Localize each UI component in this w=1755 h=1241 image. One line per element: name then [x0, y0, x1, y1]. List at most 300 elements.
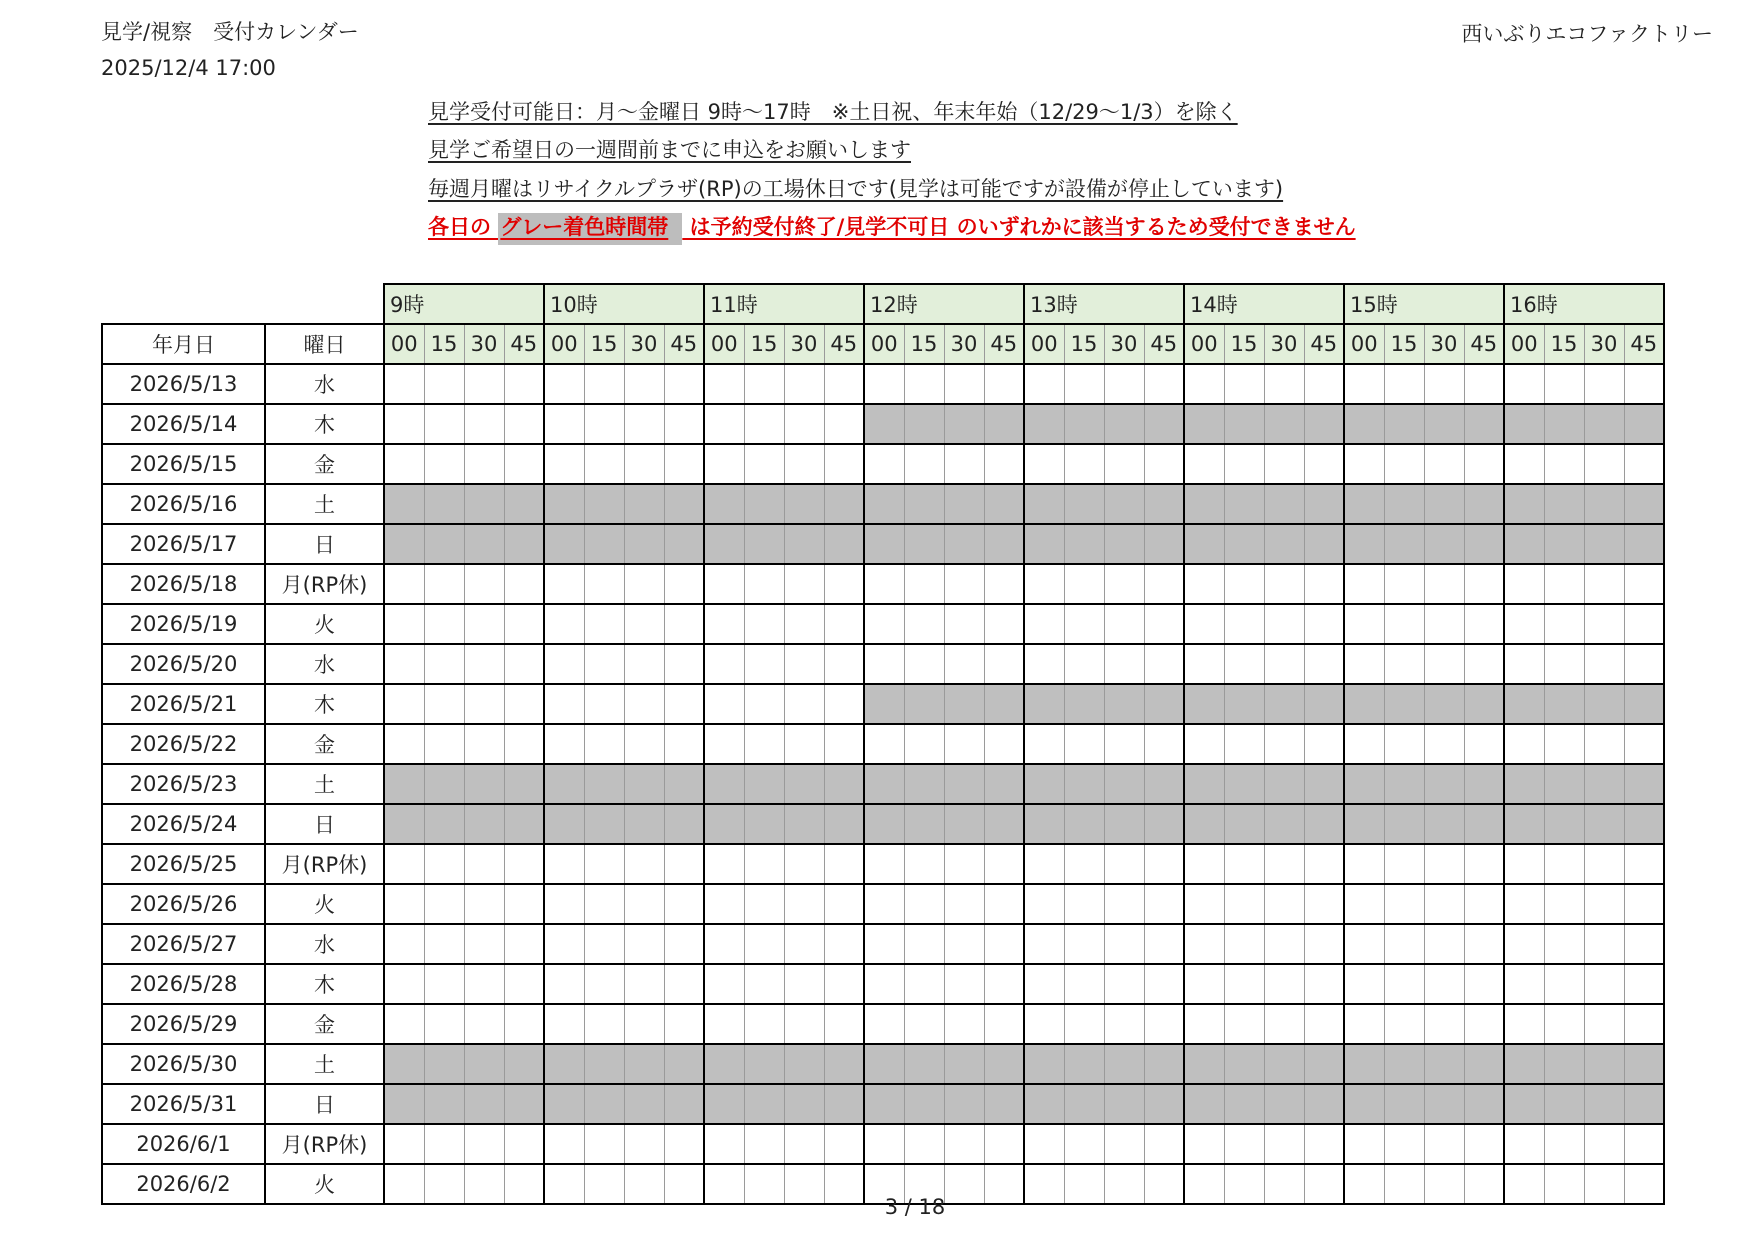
- time-slot-open[interactable]: [744, 444, 784, 484]
- time-slot-open[interactable]: [904, 724, 944, 764]
- time-slot-open[interactable]: [1624, 924, 1664, 964]
- time-slot-open[interactable]: [1224, 444, 1264, 484]
- time-slot-open[interactable]: [904, 444, 944, 484]
- time-slot-open[interactable]: [1144, 844, 1184, 884]
- time-slot-open[interactable]: [1104, 884, 1144, 924]
- time-slot-open[interactable]: [864, 1124, 904, 1164]
- time-slot-open[interactable]: [1504, 1004, 1544, 1044]
- time-slot-open[interactable]: [384, 444, 424, 484]
- time-slot-open[interactable]: [544, 444, 584, 484]
- time-slot-open[interactable]: [944, 884, 984, 924]
- time-slot-open[interactable]: [1624, 884, 1664, 924]
- time-slot-open[interactable]: [1144, 1124, 1184, 1164]
- time-slot-open[interactable]: [1264, 1124, 1304, 1164]
- time-slot-open[interactable]: [584, 564, 624, 604]
- time-slot-open[interactable]: [624, 884, 664, 924]
- time-slot-open[interactable]: [784, 444, 824, 484]
- time-slot-open[interactable]: [1144, 924, 1184, 964]
- time-slot-open[interactable]: [1464, 724, 1504, 764]
- time-slot-open[interactable]: [1544, 924, 1584, 964]
- time-slot-open[interactable]: [1584, 924, 1624, 964]
- time-slot-open[interactable]: [1424, 724, 1464, 764]
- time-slot-open[interactable]: [904, 964, 944, 1004]
- time-slot-open[interactable]: [1024, 724, 1064, 764]
- time-slot-open[interactable]: [664, 884, 704, 924]
- time-slot-open[interactable]: [784, 924, 824, 964]
- time-slot-open[interactable]: [1584, 604, 1624, 644]
- time-slot-open[interactable]: [904, 364, 944, 404]
- time-slot-open[interactable]: [1544, 564, 1584, 604]
- time-slot-open[interactable]: [784, 684, 824, 724]
- time-slot-open[interactable]: [1584, 844, 1624, 884]
- time-slot-open[interactable]: [1504, 364, 1544, 404]
- time-slot-open[interactable]: [504, 404, 544, 444]
- time-slot-open[interactable]: [1264, 844, 1304, 884]
- time-slot-open[interactable]: [664, 724, 704, 764]
- time-slot-open[interactable]: [1104, 724, 1144, 764]
- time-slot-open[interactable]: [624, 644, 664, 684]
- time-slot-open[interactable]: [944, 644, 984, 684]
- time-slot-open[interactable]: [624, 924, 664, 964]
- time-slot-open[interactable]: [1584, 1004, 1624, 1044]
- time-slot-open[interactable]: [464, 564, 504, 604]
- time-slot-open[interactable]: [504, 604, 544, 644]
- time-slot-open[interactable]: [464, 604, 504, 644]
- time-slot-open[interactable]: [984, 604, 1024, 644]
- time-slot-open[interactable]: [504, 364, 544, 404]
- time-slot-open[interactable]: [504, 1124, 544, 1164]
- time-slot-open[interactable]: [984, 964, 1024, 1004]
- time-slot-open[interactable]: [1504, 924, 1544, 964]
- time-slot-open[interactable]: [1624, 724, 1664, 764]
- time-slot-open[interactable]: [424, 444, 464, 484]
- time-slot-open[interactable]: [544, 684, 584, 724]
- time-slot-open[interactable]: [464, 404, 504, 444]
- time-slot-open[interactable]: [384, 924, 424, 964]
- time-slot-open[interactable]: [1024, 1124, 1064, 1164]
- time-slot-open[interactable]: [1104, 964, 1144, 1004]
- time-slot-open[interactable]: [544, 364, 584, 404]
- time-slot-open[interactable]: [984, 364, 1024, 404]
- time-slot-open[interactable]: [984, 844, 1024, 884]
- time-slot-open[interactable]: [1184, 604, 1224, 644]
- time-slot-open[interactable]: [1624, 1004, 1664, 1044]
- time-slot-open[interactable]: [504, 644, 544, 684]
- time-slot-open[interactable]: [1464, 924, 1504, 964]
- time-slot-open[interactable]: [984, 924, 1024, 964]
- time-slot-open[interactable]: [784, 1004, 824, 1044]
- time-slot-open[interactable]: [424, 364, 464, 404]
- time-slot-open[interactable]: [1304, 844, 1344, 884]
- time-slot-open[interactable]: [704, 604, 744, 644]
- time-slot-open[interactable]: [584, 724, 624, 764]
- time-slot-open[interactable]: [464, 444, 504, 484]
- time-slot-open[interactable]: [424, 564, 464, 604]
- time-slot-open[interactable]: [1064, 924, 1104, 964]
- time-slot-open[interactable]: [1584, 364, 1624, 404]
- time-slot-open[interactable]: [1264, 1004, 1304, 1044]
- time-slot-open[interactable]: [664, 924, 704, 964]
- time-slot-open[interactable]: [1624, 964, 1664, 1004]
- time-slot-open[interactable]: [1184, 884, 1224, 924]
- time-slot-open[interactable]: [864, 964, 904, 1004]
- time-slot-open[interactable]: [384, 844, 424, 884]
- time-slot-open[interactable]: [1504, 884, 1544, 924]
- time-slot-open[interactable]: [1504, 724, 1544, 764]
- time-slot-open[interactable]: [1464, 844, 1504, 884]
- time-slot-open[interactable]: [624, 1124, 664, 1164]
- time-slot-open[interactable]: [1384, 604, 1424, 644]
- time-slot-open[interactable]: [864, 644, 904, 684]
- time-slot-open[interactable]: [1424, 564, 1464, 604]
- time-slot-open[interactable]: [1464, 964, 1504, 1004]
- time-slot-open[interactable]: [1064, 964, 1104, 1004]
- time-slot-open[interactable]: [1224, 964, 1264, 1004]
- time-slot-open[interactable]: [624, 564, 664, 604]
- time-slot-open[interactable]: [1584, 724, 1624, 764]
- time-slot-open[interactable]: [1024, 884, 1064, 924]
- time-slot-open[interactable]: [1264, 884, 1304, 924]
- time-slot-open[interactable]: [1184, 924, 1224, 964]
- time-slot-open[interactable]: [664, 964, 704, 1004]
- time-slot-open[interactable]: [544, 404, 584, 444]
- time-slot-open[interactable]: [504, 884, 544, 924]
- time-slot-open[interactable]: [1384, 564, 1424, 604]
- time-slot-open[interactable]: [824, 564, 864, 604]
- time-slot-open[interactable]: [1384, 364, 1424, 404]
- time-slot-open[interactable]: [1144, 964, 1184, 1004]
- time-slot-open[interactable]: [904, 604, 944, 644]
- time-slot-open[interactable]: [1384, 964, 1424, 1004]
- time-slot-open[interactable]: [1464, 564, 1504, 604]
- time-slot-open[interactable]: [984, 1124, 1024, 1164]
- time-slot-open[interactable]: [1304, 1124, 1344, 1164]
- time-slot-open[interactable]: [664, 444, 704, 484]
- time-slot-open[interactable]: [864, 844, 904, 884]
- time-slot-open[interactable]: [1064, 1004, 1104, 1044]
- time-slot-open[interactable]: [904, 644, 944, 684]
- time-slot-open[interactable]: [1584, 884, 1624, 924]
- time-slot-open[interactable]: [1304, 724, 1344, 764]
- time-slot-open[interactable]: [1264, 564, 1304, 604]
- time-slot-open[interactable]: [1304, 924, 1344, 964]
- time-slot-open[interactable]: [384, 724, 424, 764]
- time-slot-open[interactable]: [1584, 564, 1624, 604]
- time-slot-open[interactable]: [544, 564, 584, 604]
- time-slot-open[interactable]: [1144, 444, 1184, 484]
- time-slot-open[interactable]: [1264, 964, 1304, 1004]
- time-slot-open[interactable]: [664, 404, 704, 444]
- time-slot-open[interactable]: [704, 1004, 744, 1044]
- time-slot-open[interactable]: [1344, 964, 1384, 1004]
- time-slot-open[interactable]: [504, 844, 544, 884]
- time-slot-open[interactable]: [904, 884, 944, 924]
- time-slot-open[interactable]: [464, 724, 504, 764]
- time-slot-open[interactable]: [824, 884, 864, 924]
- time-slot-open[interactable]: [1504, 964, 1544, 1004]
- time-slot-open[interactable]: [1264, 364, 1304, 404]
- time-slot-open[interactable]: [744, 844, 784, 884]
- time-slot-open[interactable]: [784, 364, 824, 404]
- time-slot-open[interactable]: [704, 444, 744, 484]
- time-slot-open[interactable]: [704, 1124, 744, 1164]
- time-slot-open[interactable]: [1064, 844, 1104, 884]
- time-slot-open[interactable]: [1104, 924, 1144, 964]
- time-slot-open[interactable]: [664, 564, 704, 604]
- time-slot-open[interactable]: [1384, 924, 1424, 964]
- time-slot-open[interactable]: [424, 1004, 464, 1044]
- time-slot-open[interactable]: [1224, 364, 1264, 404]
- time-slot-open[interactable]: [1464, 1004, 1504, 1044]
- time-slot-open[interactable]: [544, 724, 584, 764]
- time-slot-open[interactable]: [1384, 844, 1424, 884]
- time-slot-open[interactable]: [504, 924, 544, 964]
- time-slot-open[interactable]: [1024, 1004, 1064, 1044]
- time-slot-open[interactable]: [744, 724, 784, 764]
- time-slot-open[interactable]: [1224, 924, 1264, 964]
- time-slot-open[interactable]: [744, 564, 784, 604]
- time-slot-open[interactable]: [424, 604, 464, 644]
- time-slot-open[interactable]: [864, 444, 904, 484]
- time-slot-open[interactable]: [1104, 604, 1144, 644]
- time-slot-open[interactable]: [1544, 364, 1584, 404]
- time-slot-open[interactable]: [1104, 844, 1144, 884]
- time-slot-open[interactable]: [1624, 1124, 1664, 1164]
- time-slot-open[interactable]: [864, 924, 904, 964]
- time-slot-open[interactable]: [744, 1004, 784, 1044]
- time-slot-open[interactable]: [744, 1124, 784, 1164]
- time-slot-open[interactable]: [464, 924, 504, 964]
- time-slot-open[interactable]: [1184, 844, 1224, 884]
- time-slot-open[interactable]: [1224, 1004, 1264, 1044]
- time-slot-open[interactable]: [1224, 1124, 1264, 1164]
- time-slot-open[interactable]: [744, 684, 784, 724]
- time-slot-open[interactable]: [1064, 564, 1104, 604]
- time-slot-open[interactable]: [504, 964, 544, 1004]
- time-slot-open[interactable]: [944, 724, 984, 764]
- time-slot-open[interactable]: [1544, 884, 1584, 924]
- time-slot-open[interactable]: [664, 1124, 704, 1164]
- time-slot-open[interactable]: [584, 964, 624, 1004]
- time-slot-open[interactable]: [544, 604, 584, 644]
- time-slot-open[interactable]: [1424, 1004, 1464, 1044]
- time-slot-open[interactable]: [1264, 724, 1304, 764]
- time-slot-open[interactable]: [1064, 644, 1104, 684]
- time-slot-open[interactable]: [1104, 564, 1144, 604]
- time-slot-open[interactable]: [1424, 444, 1464, 484]
- time-slot-open[interactable]: [1344, 364, 1384, 404]
- time-slot-open[interactable]: [624, 404, 664, 444]
- time-slot-open[interactable]: [744, 964, 784, 1004]
- time-slot-open[interactable]: [1064, 364, 1104, 404]
- time-slot-open[interactable]: [584, 684, 624, 724]
- time-slot-open[interactable]: [464, 884, 504, 924]
- time-slot-open[interactable]: [704, 564, 744, 604]
- time-slot-open[interactable]: [944, 444, 984, 484]
- time-slot-open[interactable]: [464, 1124, 504, 1164]
- time-slot-open[interactable]: [944, 1004, 984, 1044]
- time-slot-open[interactable]: [824, 844, 864, 884]
- time-slot-open[interactable]: [1344, 644, 1384, 684]
- time-slot-open[interactable]: [864, 724, 904, 764]
- time-slot-open[interactable]: [664, 844, 704, 884]
- time-slot-open[interactable]: [1584, 1124, 1624, 1164]
- time-slot-open[interactable]: [1264, 604, 1304, 644]
- time-slot-open[interactable]: [744, 884, 784, 924]
- time-slot-open[interactable]: [784, 644, 824, 684]
- time-slot-open[interactable]: [424, 884, 464, 924]
- time-slot-open[interactable]: [1224, 884, 1264, 924]
- time-slot-open[interactable]: [584, 404, 624, 444]
- time-slot-open[interactable]: [1584, 964, 1624, 1004]
- time-slot-open[interactable]: [904, 844, 944, 884]
- time-slot-open[interactable]: [1544, 1004, 1584, 1044]
- time-slot-open[interactable]: [1344, 884, 1384, 924]
- time-slot-open[interactable]: [1384, 444, 1424, 484]
- time-slot-open[interactable]: [624, 604, 664, 644]
- time-slot-open[interactable]: [544, 1004, 584, 1044]
- time-slot-open[interactable]: [1624, 604, 1664, 644]
- time-slot-open[interactable]: [1464, 884, 1504, 924]
- time-slot-open[interactable]: [864, 604, 904, 644]
- time-slot-open[interactable]: [544, 924, 584, 964]
- time-slot-open[interactable]: [1464, 644, 1504, 684]
- time-slot-open[interactable]: [1144, 564, 1184, 604]
- time-slot-open[interactable]: [704, 964, 744, 1004]
- time-slot-open[interactable]: [664, 684, 704, 724]
- time-slot-open[interactable]: [464, 964, 504, 1004]
- time-slot-open[interactable]: [1304, 564, 1344, 604]
- time-slot-open[interactable]: [1344, 1124, 1384, 1164]
- time-slot-open[interactable]: [1184, 724, 1224, 764]
- time-slot-open[interactable]: [1624, 364, 1664, 404]
- time-slot-open[interactable]: [464, 844, 504, 884]
- time-slot-open[interactable]: [1384, 884, 1424, 924]
- time-slot-open[interactable]: [424, 964, 464, 1004]
- time-slot-open[interactable]: [1304, 964, 1344, 1004]
- time-slot-open[interactable]: [464, 684, 504, 724]
- time-slot-open[interactable]: [784, 724, 824, 764]
- time-slot-open[interactable]: [1424, 644, 1464, 684]
- time-slot-open[interactable]: [1504, 844, 1544, 884]
- time-slot-open[interactable]: [1344, 724, 1384, 764]
- time-slot-open[interactable]: [584, 884, 624, 924]
- time-slot-open[interactable]: [384, 564, 424, 604]
- time-slot-open[interactable]: [704, 844, 744, 884]
- time-slot-open[interactable]: [1304, 604, 1344, 644]
- time-slot-open[interactable]: [1224, 844, 1264, 884]
- time-slot-open[interactable]: [944, 604, 984, 644]
- time-slot-open[interactable]: [864, 1004, 904, 1044]
- time-slot-open[interactable]: [384, 684, 424, 724]
- time-slot-open[interactable]: [384, 1124, 424, 1164]
- time-slot-open[interactable]: [1304, 364, 1344, 404]
- time-slot-open[interactable]: [1104, 444, 1144, 484]
- time-slot-open[interactable]: [784, 844, 824, 884]
- time-slot-open[interactable]: [1024, 644, 1064, 684]
- time-slot-open[interactable]: [1104, 644, 1144, 684]
- time-slot-open[interactable]: [1584, 644, 1624, 684]
- time-slot-open[interactable]: [864, 884, 904, 924]
- time-slot-open[interactable]: [984, 724, 1024, 764]
- time-slot-open[interactable]: [1064, 884, 1104, 924]
- time-slot-open[interactable]: [1144, 364, 1184, 404]
- time-slot-open[interactable]: [1384, 1124, 1424, 1164]
- time-slot-open[interactable]: [1344, 564, 1384, 604]
- time-slot-open[interactable]: [424, 1124, 464, 1164]
- time-slot-open[interactable]: [384, 364, 424, 404]
- time-slot-open[interactable]: [984, 644, 1024, 684]
- time-slot-open[interactable]: [784, 964, 824, 1004]
- time-slot-open[interactable]: [904, 1124, 944, 1164]
- time-slot-open[interactable]: [744, 644, 784, 684]
- time-slot-open[interactable]: [384, 404, 424, 444]
- time-slot-open[interactable]: [584, 844, 624, 884]
- time-slot-open[interactable]: [1424, 364, 1464, 404]
- time-slot-open[interactable]: [504, 444, 544, 484]
- time-slot-open[interactable]: [584, 644, 624, 684]
- time-slot-open[interactable]: [824, 964, 864, 1004]
- time-slot-open[interactable]: [904, 1004, 944, 1044]
- time-slot-open[interactable]: [1624, 644, 1664, 684]
- time-slot-open[interactable]: [1144, 724, 1184, 764]
- time-slot-open[interactable]: [624, 1004, 664, 1044]
- time-slot-open[interactable]: [944, 844, 984, 884]
- time-slot-open[interactable]: [624, 444, 664, 484]
- time-slot-open[interactable]: [1024, 964, 1064, 1004]
- time-slot-open[interactable]: [424, 684, 464, 724]
- time-slot-open[interactable]: [1384, 1004, 1424, 1044]
- time-slot-open[interactable]: [1424, 924, 1464, 964]
- time-slot-open[interactable]: [864, 364, 904, 404]
- time-slot-open[interactable]: [784, 1124, 824, 1164]
- time-slot-open[interactable]: [1184, 364, 1224, 404]
- time-slot-open[interactable]: [1184, 1124, 1224, 1164]
- time-slot-open[interactable]: [1144, 1004, 1184, 1044]
- time-slot-open[interactable]: [984, 884, 1024, 924]
- time-slot-open[interactable]: [704, 924, 744, 964]
- time-slot-open[interactable]: [1544, 644, 1584, 684]
- time-slot-open[interactable]: [1544, 1124, 1584, 1164]
- time-slot-open[interactable]: [584, 364, 624, 404]
- time-slot-open[interactable]: [384, 644, 424, 684]
- time-slot-open[interactable]: [944, 564, 984, 604]
- time-slot-open[interactable]: [944, 964, 984, 1004]
- time-slot-open[interactable]: [1064, 444, 1104, 484]
- time-slot-open[interactable]: [624, 364, 664, 404]
- time-slot-open[interactable]: [824, 1124, 864, 1164]
- time-slot-open[interactable]: [624, 724, 664, 764]
- time-slot-open[interactable]: [384, 884, 424, 924]
- time-slot-open[interactable]: [1264, 644, 1304, 684]
- time-slot-open[interactable]: [824, 1004, 864, 1044]
- time-slot-open[interactable]: [704, 684, 744, 724]
- time-slot-open[interactable]: [424, 724, 464, 764]
- time-slot-open[interactable]: [544, 964, 584, 1004]
- time-slot-open[interactable]: [1144, 644, 1184, 684]
- time-slot-open[interactable]: [624, 964, 664, 1004]
- time-slot-open[interactable]: [1064, 1124, 1104, 1164]
- time-slot-open[interactable]: [504, 724, 544, 764]
- time-slot-open[interactable]: [1024, 604, 1064, 644]
- time-slot-open[interactable]: [1304, 644, 1344, 684]
- time-slot-open[interactable]: [1104, 1004, 1144, 1044]
- time-slot-open[interactable]: [544, 644, 584, 684]
- time-slot-open[interactable]: [1184, 564, 1224, 604]
- time-slot-open[interactable]: [744, 604, 784, 644]
- time-slot-open[interactable]: [1424, 884, 1464, 924]
- time-slot-open[interactable]: [1224, 644, 1264, 684]
